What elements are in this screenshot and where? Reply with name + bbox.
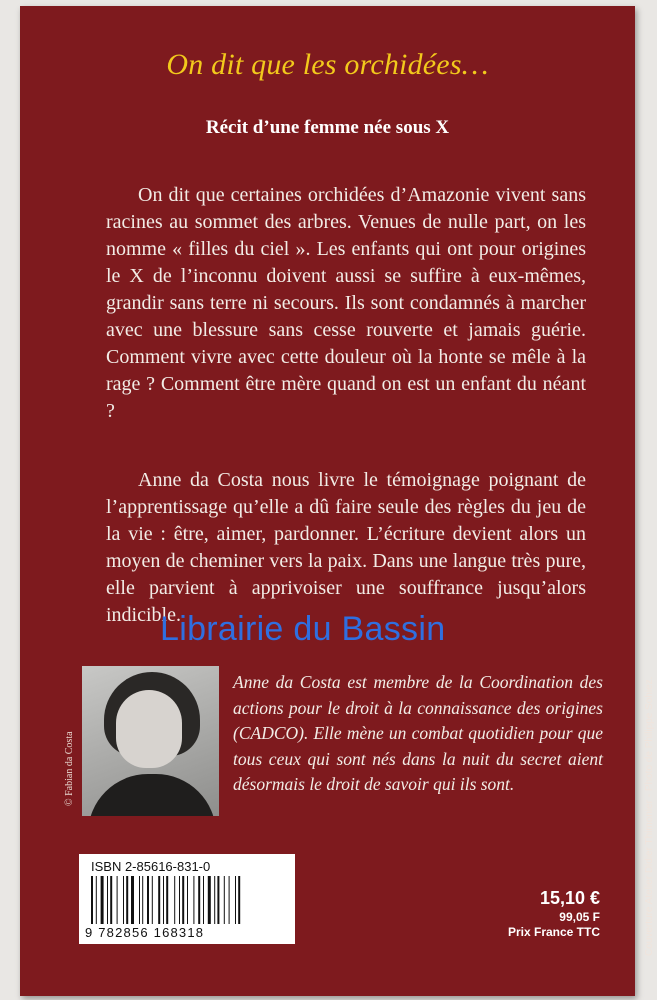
barcode-bar [179,876,180,924]
author-bio: Anne da Costa est membre de la Coordination des actions pour le droit à la connaissance des origines (CADCO). Elle mène un combat quotidien pour que tous ceux qui sont nés dans la nuit du secret aient désormais le droit de savoir qui ils sont. [233,672,603,794]
blurb-paragraph-2: Anne da Costa nous livre le témoignage poignant de l’apprentissage qu’elle a dû faire seule des règles du jeu de la vie : être, aimer, pardonner. L’écriture devient alors un moyen de cheminer vers la paix. Dans une langue très pure, elle parvient à apprivoiser une souffrance jusqu’alors indicible. [106,469,586,626]
barcode-bar [158,876,160,924]
author-photo [82,666,219,816]
barcode-bar [198,876,200,924]
barcode-bar [147,876,149,924]
barcode-bar [152,876,153,924]
barcode-bar [101,876,104,924]
book-back-cover [20,6,655,996]
barcode-bar [110,876,112,924]
barcode-bar [166,876,168,924]
blurb-paragraph-1: On dit que certaines orchidées d’Amazonie vivent sans racines au sommet des arbres. Venues de nulle part, on les nomme « filles du ciel ». Les enfants qui ont pour origines le X de l’inconnu doivent aussi se suffire à eux-mêmes, grandir sans terre ni secours. Ils sont condamnés à marcher avec une blessure sans cesse rouverte et jamais guérie. Comment vivre avec cette douleur où la honte se mêle à la rage ? Comment être mère quand on est un enfant du néant ? [106,184,586,422]
bookstore-watermark: Librairie du Bassin [160,610,446,648]
barcode-bar [214,876,215,924]
barcode-bar [107,876,108,924]
price-euro: 15,10 € [539,888,600,908]
author-photo-face [116,690,182,768]
barcode-bar [163,876,164,924]
barcode [79,854,295,944]
price-label: Prix France TTC [507,925,600,939]
barcode-bar [217,876,219,924]
price-block [490,888,600,939]
barcode-bar [96,876,97,924]
price-franc: 99,05 F [559,910,600,924]
barcode-bar [224,876,225,924]
author-photo-shoulders [88,774,216,816]
barcode-bar [203,876,204,924]
subtitle: Récit d’une femme née sous X [205,117,450,138]
barcode-bars [91,876,283,924]
barcode-bar [238,876,240,924]
ean-number: 9 782856 168318 [85,925,205,940]
barcode-bar [229,876,230,924]
barcode-bar [193,876,194,924]
barcode-bar [126,876,128,924]
barcode-bar [123,876,124,924]
barcode-bar [139,876,140,924]
barcode-bar [208,876,211,924]
barcode-bar [235,876,236,924]
barcode-bar [182,876,184,924]
photo-credit: © Fabian da Costa [64,731,75,806]
barcode-bar [91,876,93,924]
isbn-number: ISBN 2-85616-831-0 [91,859,211,874]
cover-credit: Couverture Atelier Didier Thimonier - Photo de Philippe Sohiez. [644,676,655,956]
barcode-bar [117,876,118,924]
barcode-bar [187,876,188,924]
barcode-bar [142,876,143,924]
barcode-bar [174,876,175,924]
barcode-bar [131,876,134,924]
headline: On dit que les orchidées… [166,48,489,81]
